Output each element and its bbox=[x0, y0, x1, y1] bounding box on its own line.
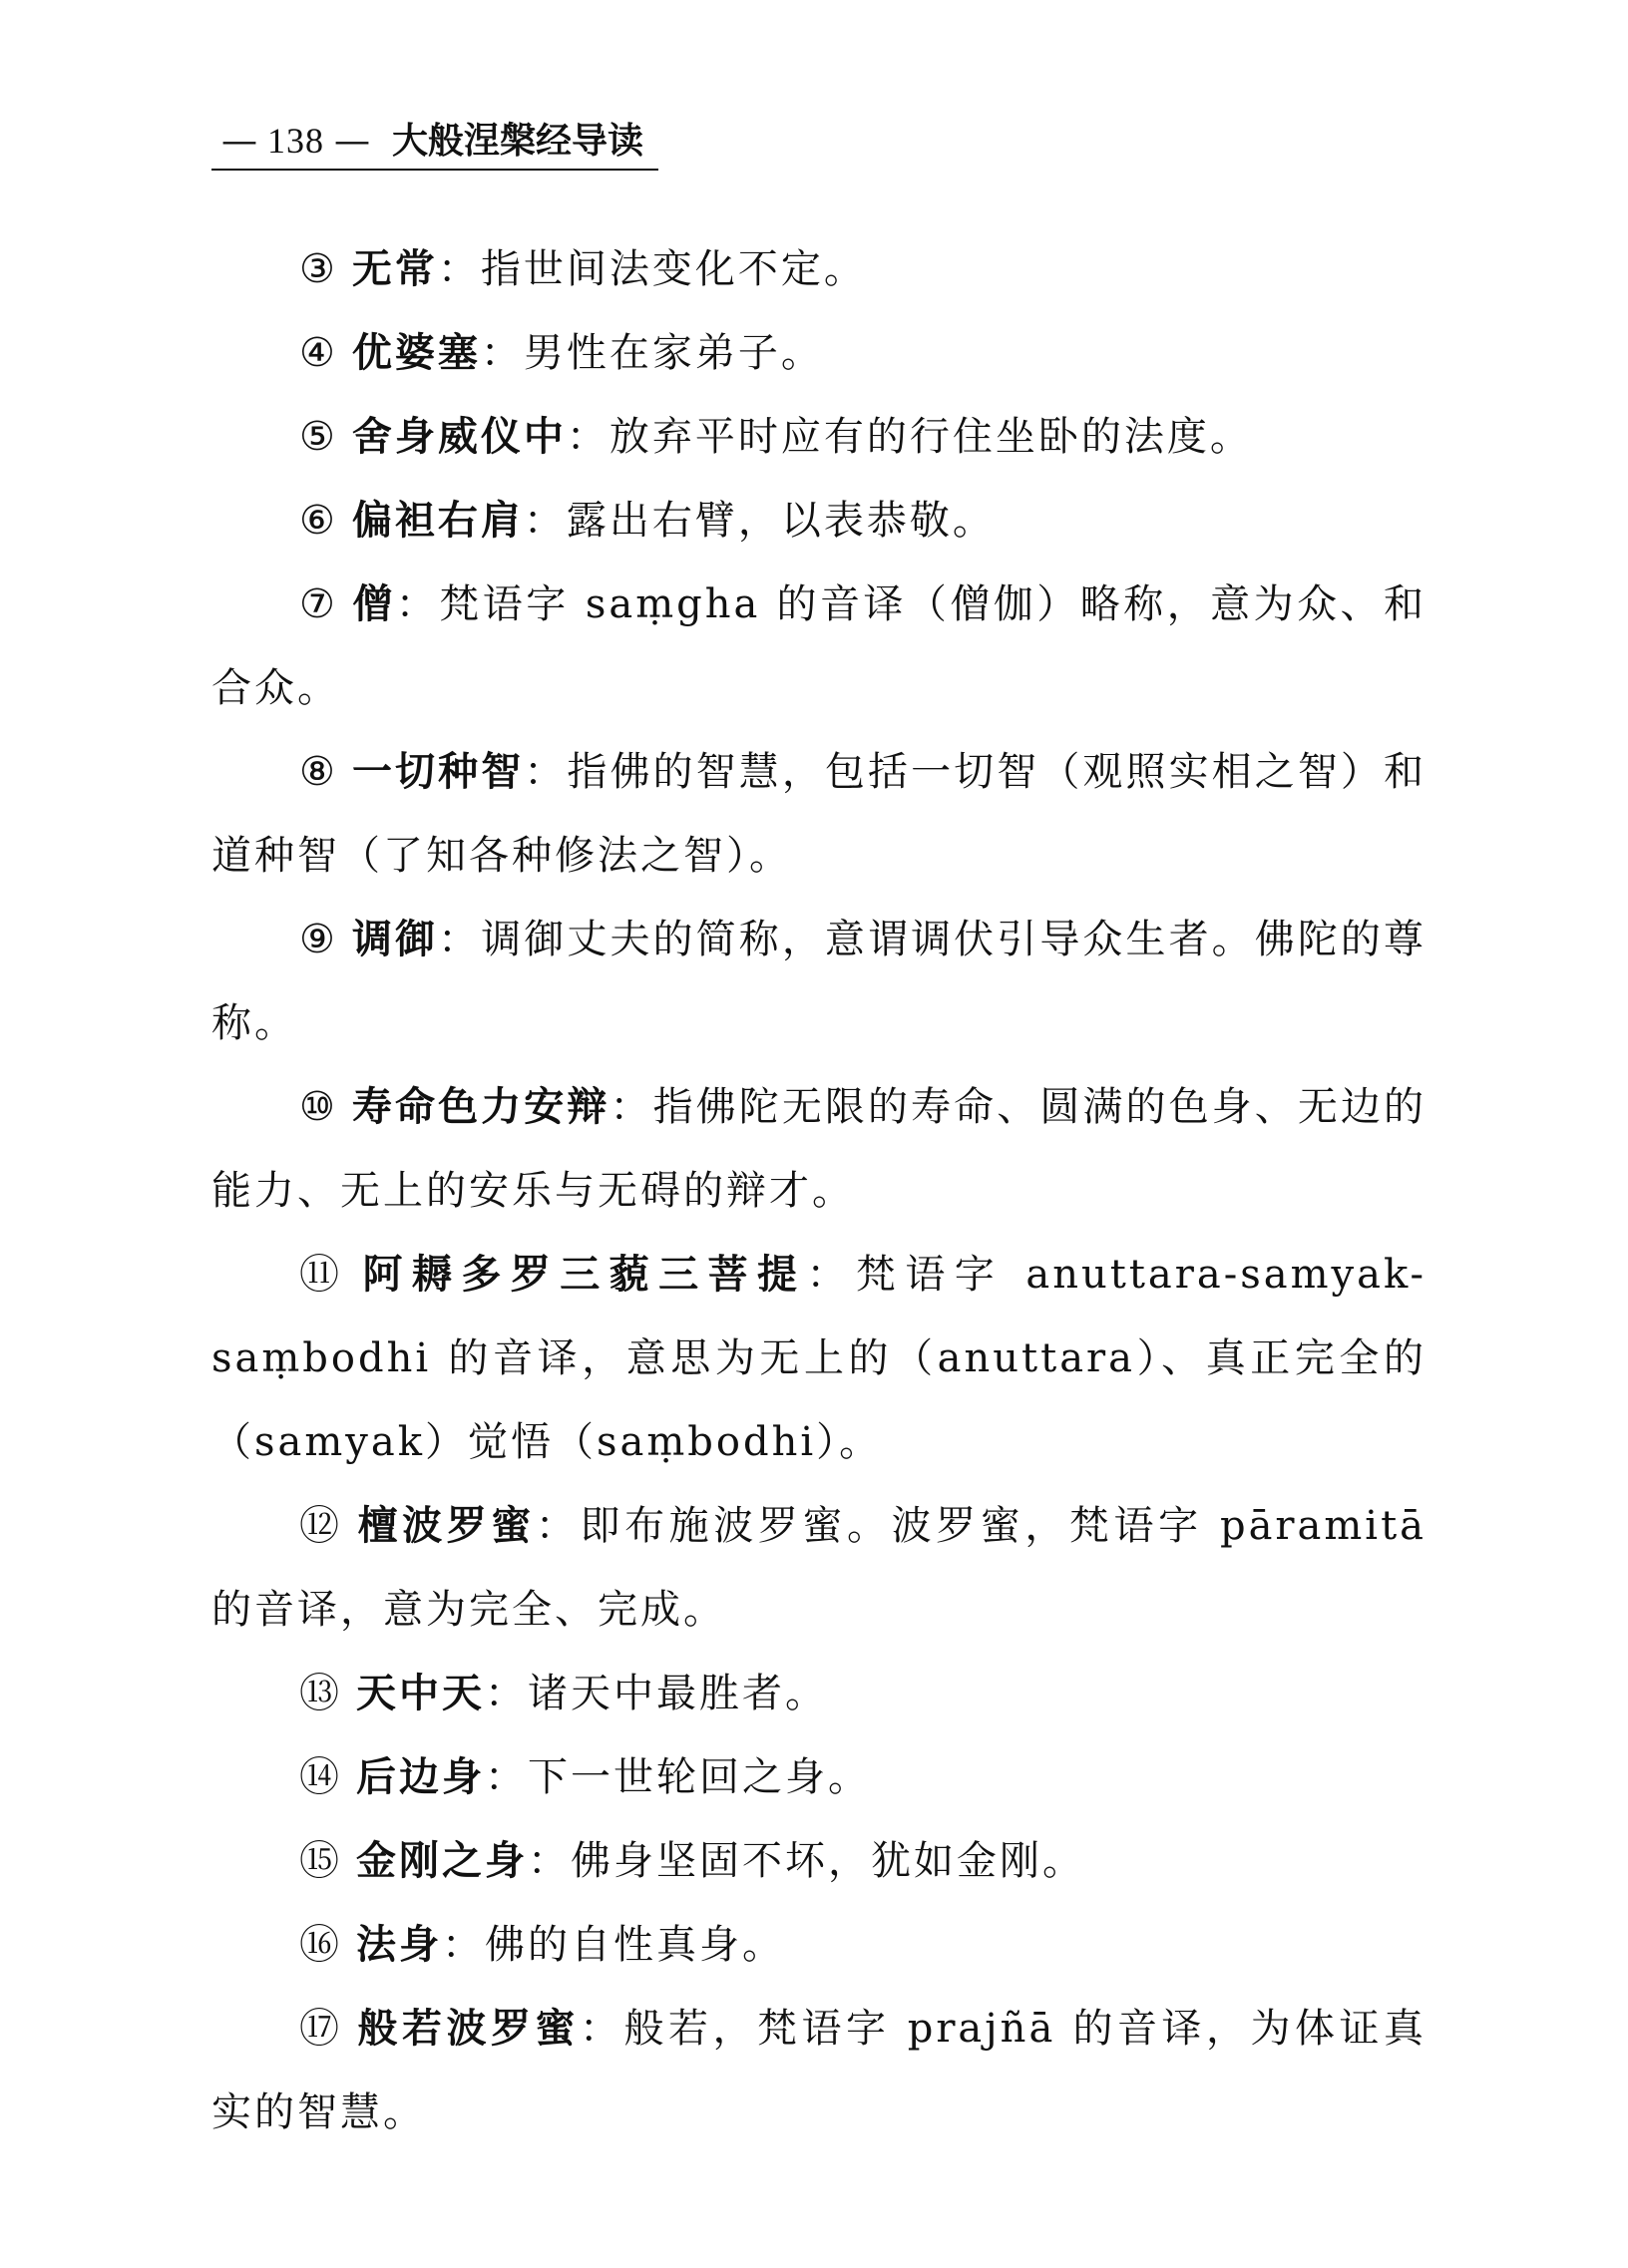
running-head bbox=[211, 120, 658, 171]
note-item bbox=[211, 730, 1426, 898]
note-term: 优婆塞 bbox=[351, 329, 481, 376]
note-text: 指佛陀无限的寿命、圆满的色身、无边的能力、无上的安乐与无碍的辩才。 bbox=[211, 1084, 1427, 1214]
note-text: 指世间法变化不定。 bbox=[480, 246, 867, 292]
note-text: 即布施波罗蜜。波罗蜜，梵语字 pāramitā 的音译，意为完全、完成。 bbox=[211, 1503, 1427, 1633]
note-term: 般若波罗蜜 bbox=[357, 2005, 580, 2052]
note-separator: ： bbox=[485, 1671, 528, 1716]
note-text: 下一世轮回之身。 bbox=[528, 1754, 871, 1800]
note-term: 寿命色力安辩 bbox=[351, 1083, 610, 1130]
note-item bbox=[211, 1484, 1426, 1652]
note-item bbox=[211, 1819, 1426, 1903]
note-separator: ： bbox=[523, 498, 567, 544]
note-text: 梵语字 anuttara-samyak-saṃbodhi 的音译，意思为无上的（anuttara）、真正完全的（samyak）觉悟（saṃbodhi）。 bbox=[211, 1252, 1427, 1465]
page-number: 138 bbox=[267, 121, 324, 161]
header-dash-left: — bbox=[221, 121, 257, 162]
note-text: 男性在家弟子。 bbox=[523, 330, 824, 376]
header-dash-right: — bbox=[334, 121, 370, 162]
note-marker: ④ bbox=[299, 330, 338, 376]
note-term: 后边身 bbox=[356, 1753, 485, 1800]
note-text: 般若，梵语字 prajñā 的音译，为体证真实的智慧。 bbox=[211, 2006, 1427, 2135]
note-separator: ： bbox=[480, 330, 524, 376]
note-term: 金刚之身 bbox=[356, 1837, 528, 1884]
note-item bbox=[211, 311, 1426, 395]
note-separator: ： bbox=[580, 2006, 624, 2052]
note-item bbox=[211, 1065, 1426, 1233]
note-marker: ⑥ bbox=[299, 498, 338, 544]
note-text: 指佛的智慧，包括一切智（观照实相之智）和道种智（了知各种修法之智）。 bbox=[211, 749, 1427, 879]
notes-list bbox=[211, 227, 1426, 2154]
note-separator: ： bbox=[437, 246, 481, 292]
note-separator: ： bbox=[438, 917, 482, 962]
note-separator: ： bbox=[485, 1754, 528, 1800]
note-term: 僧 bbox=[352, 580, 396, 627]
note-separator: ： bbox=[442, 1922, 485, 1968]
note-separator: ： bbox=[566, 414, 610, 460]
note-term: 檀波罗蜜 bbox=[357, 1502, 536, 1549]
note-item bbox=[211, 395, 1426, 479]
note-marker: ⑩ bbox=[299, 1084, 338, 1130]
note-term: 阿耨多罗三藐三菩提 bbox=[362, 1251, 807, 1298]
note-term: 偏袒右肩 bbox=[351, 497, 524, 544]
note-separator: ： bbox=[610, 1084, 653, 1130]
note-item bbox=[211, 563, 1426, 730]
note-marker: ⑫ bbox=[299, 1503, 344, 1549]
note-item bbox=[211, 1987, 1426, 2154]
note-text: 佛身坚固不坏，犹如金刚。 bbox=[571, 1838, 1085, 1884]
note-text: 放弃平时应有的行住坐卧的法度。 bbox=[609, 414, 1253, 460]
note-term: 法身 bbox=[356, 1921, 442, 1968]
note-text: 佛的自性真身。 bbox=[485, 1922, 785, 1968]
note-marker: ⑰ bbox=[299, 2006, 344, 2052]
note-item bbox=[211, 1735, 1426, 1819]
note-separator: ： bbox=[806, 1252, 856, 1298]
note-item bbox=[211, 1903, 1426, 1987]
note-text: 露出右臂，以表恭敬。 bbox=[566, 498, 996, 544]
note-term: 一切种智 bbox=[351, 748, 525, 795]
note-marker: ⑧ bbox=[299, 749, 338, 795]
note-marker: ⑨ bbox=[299, 917, 338, 962]
note-term: 舍身威仪中 bbox=[351, 413, 567, 460]
note-marker: ⑬ bbox=[299, 1671, 342, 1716]
note-separator: ： bbox=[535, 1503, 581, 1549]
note-marker: ③ bbox=[299, 246, 338, 292]
note-text: 调御丈夫的简称，意谓调伏引导众生者。佛陀的尊称。 bbox=[211, 917, 1427, 1046]
note-marker: ⑭ bbox=[299, 1754, 342, 1800]
note-marker: ⑤ bbox=[299, 414, 338, 460]
book-title: 大般涅槃经导读 bbox=[392, 120, 644, 162]
note-term: 天中天 bbox=[356, 1670, 485, 1716]
note-item bbox=[211, 1233, 1426, 1484]
note-term: 无常 bbox=[351, 245, 438, 292]
note-marker: ⑯ bbox=[299, 1922, 342, 1968]
note-item bbox=[211, 898, 1426, 1065]
note-marker: ⑦ bbox=[299, 581, 339, 627]
note-item bbox=[211, 479, 1426, 563]
note-item bbox=[211, 227, 1426, 311]
note-marker: ⑪ bbox=[299, 1252, 349, 1298]
note-marker: ⑮ bbox=[299, 1838, 342, 1884]
note-term: 调御 bbox=[351, 916, 439, 962]
note-separator: ： bbox=[395, 581, 440, 627]
note-item bbox=[211, 1652, 1426, 1735]
note-separator: ： bbox=[528, 1838, 571, 1884]
note-separator: ： bbox=[524, 749, 568, 795]
note-text: 诸天中最胜者。 bbox=[528, 1671, 828, 1716]
note-text: 梵语字 saṃgha 的音译（僧伽）略称，意为众、和合众。 bbox=[211, 581, 1427, 711]
